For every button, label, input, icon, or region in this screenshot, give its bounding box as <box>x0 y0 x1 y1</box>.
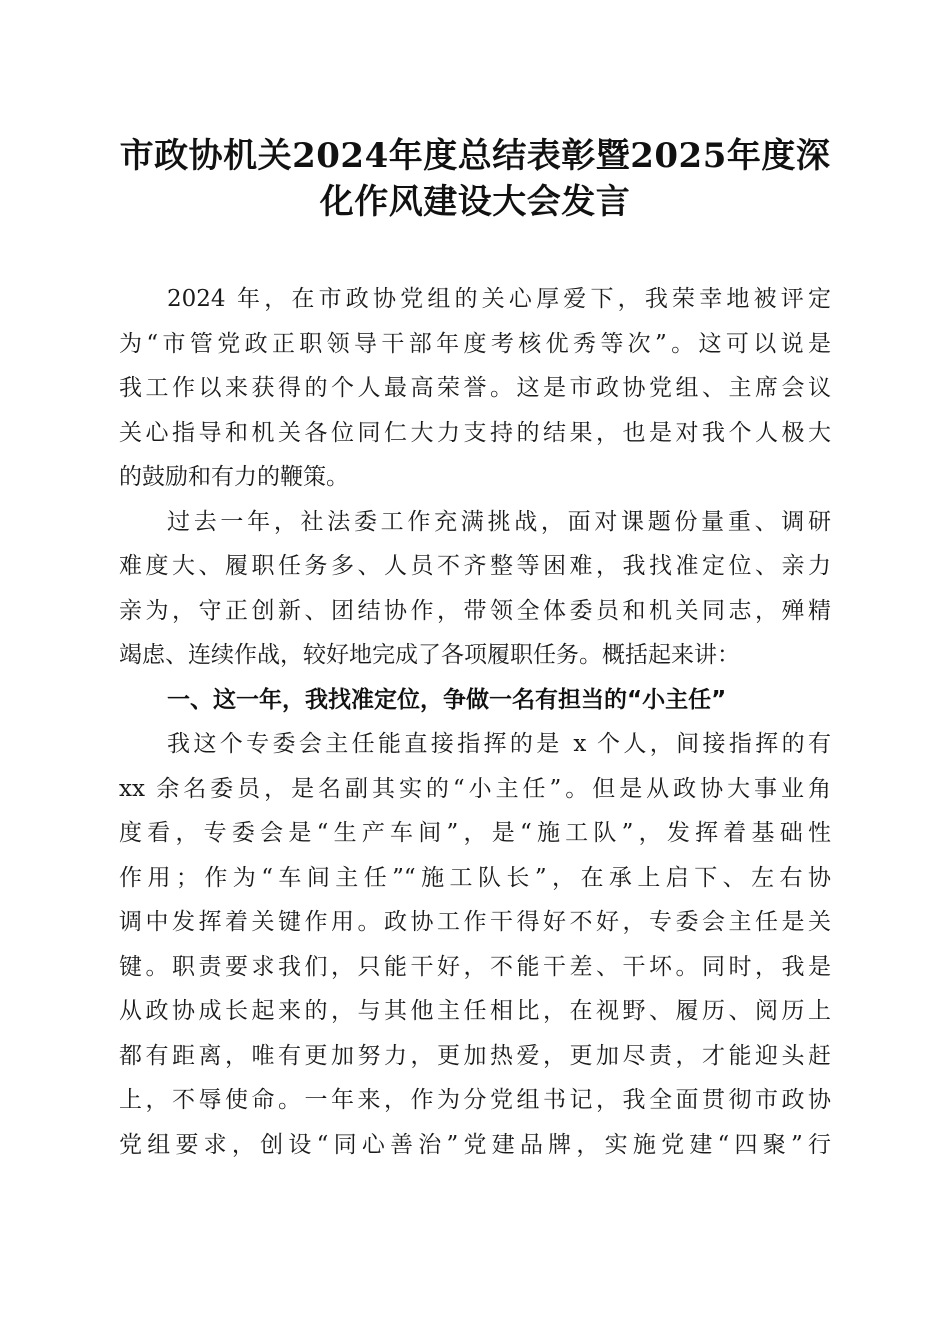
paragraph-line: 党组要求，创设“同心善治”党建品牌，实施党建“四聚”行 <box>119 1131 831 1158</box>
paragraph-line: 我这个专委会主任能直接指挥的是 x 个人，间接指挥的有 <box>167 731 831 757</box>
paragraph-line: 竭虑、连续作战，较好地完成了各项履职任务。概括起来讲： <box>119 642 740 668</box>
paragraph-2 <box>119 500 831 678</box>
section-heading: 一、这一年，我找准定位，争做一名有担当的“小主任” <box>167 686 727 713</box>
paragraph-line: 我工作以来获得的个人最高荣誉。这是市政协党组、主席会议 <box>119 375 831 401</box>
paragraph-line: 度看，专委会是“生产车间”，是“施工队”，发挥着基础性 <box>119 820 831 846</box>
paragraph-line: 调中发挥着关键作用。政协工作干得好不好，专委会主任是关 <box>119 909 831 935</box>
paragraph-line: 2024 年，在市政协党组的关心厚爱下，我荣幸地被评定 <box>167 286 831 312</box>
paragraph-1 <box>119 277 831 500</box>
paragraph-line: 都有距离，唯有更加努力，更加热爱，更加尽责，才能迎头赶 <box>119 1042 831 1069</box>
document-body <box>119 277 831 1167</box>
paragraph-line: 亲为，守正创新、团结协作，带领全体委员和机关同志，殚精 <box>119 597 831 624</box>
paragraph-line: 上，不辱使命。一年来，作为分党组书记，我全面贯彻市政协 <box>119 1087 831 1113</box>
paragraph-3 <box>119 722 831 1167</box>
paragraph-line: 为“市管党政正职领导干部年度考核优秀等次”。这可以说是 <box>119 330 831 357</box>
paragraph-line: 难度大、履职任务多、人员不齐整等困难，我找准定位、亲力 <box>119 553 831 579</box>
paragraph-line: 关心指导和机关各位同仁大力支持的结果，也是对我个人极大 <box>119 419 831 446</box>
paragraph-line: 键。职责要求我们，只能干好，不能干差、干坏。同时，我是 <box>119 953 831 980</box>
title-line-2: 化作风建设大会发言 <box>319 182 631 222</box>
document-title <box>118 133 832 225</box>
paragraph-line: 从政协成长起来的，与其他主任相比，在视野、履历、阅历上 <box>119 998 831 1024</box>
paragraph-line: xx 余名委员，是名副其实的“小主任”。但是从政协大事业角 <box>119 775 831 802</box>
paragraph-line: 的鼓励和有力的鞭策。 <box>119 464 349 490</box>
paragraph-line: 过去一年，社法委工作充满挑战，面对课题份量重、调研 <box>167 508 831 535</box>
title-line-1: 市政协机关2024年度总结表彰暨2025年度深 <box>119 136 831 176</box>
paragraph-line: 作用；作为“车间主任”“施工队长”，在承上启下、左右协 <box>119 864 831 891</box>
